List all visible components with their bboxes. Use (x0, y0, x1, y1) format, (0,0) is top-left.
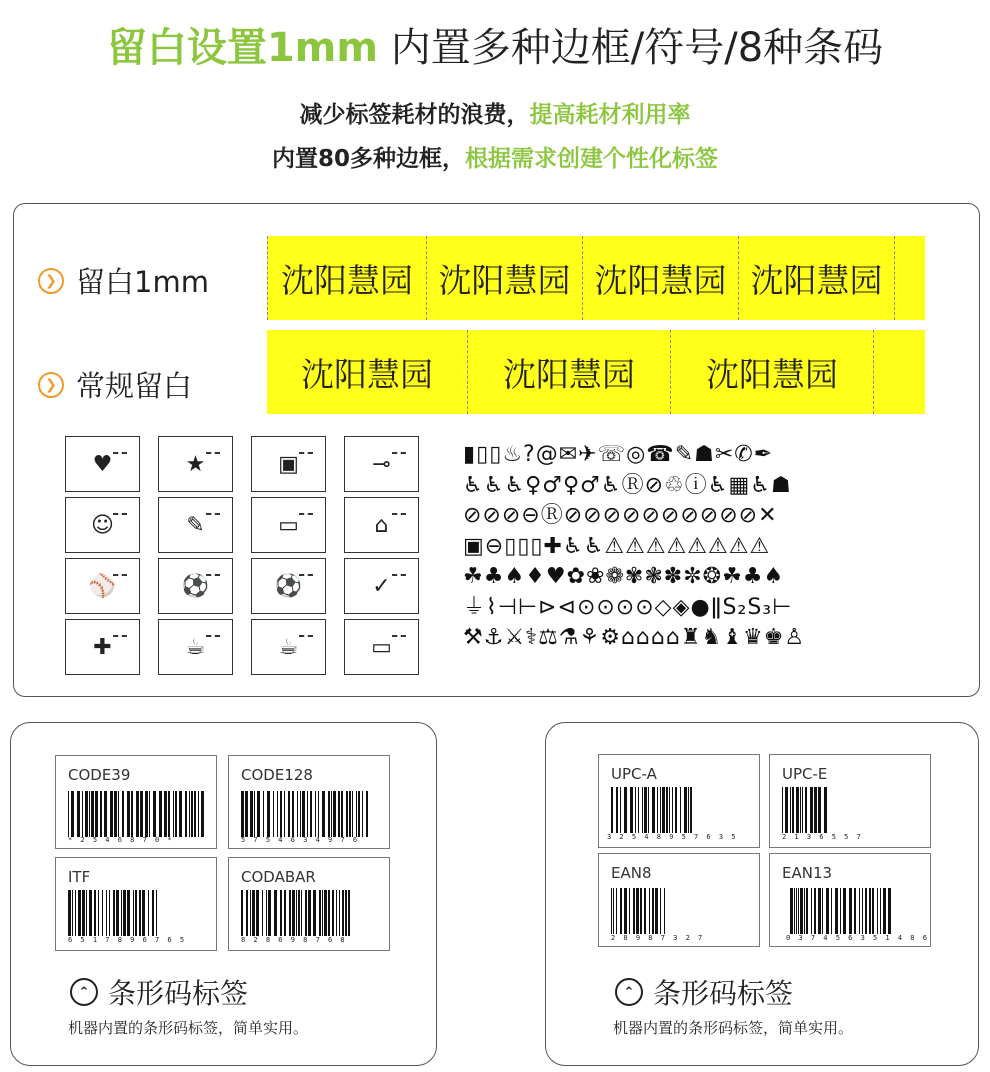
barcode-bar (662, 787, 665, 833)
barcode-bar (102, 890, 103, 936)
barcode-bar (149, 791, 150, 837)
barcode-bar (835, 888, 838, 934)
chevron-up-icon: ⌃ (615, 978, 643, 1006)
barcode-bar (616, 787, 618, 833)
barcode-bar (98, 890, 99, 936)
barcode-bar (274, 890, 277, 936)
barcode-bar (840, 888, 841, 934)
barcode-bar (336, 890, 337, 936)
barcode-bar (818, 888, 821, 934)
barcode-bar (644, 787, 647, 833)
barcode-bar (292, 890, 295, 936)
barcode-bar (175, 791, 177, 837)
barcode-bar (267, 791, 270, 837)
barcode-bar (785, 787, 788, 833)
barcode-bar (135, 890, 137, 936)
barcode-bar (635, 787, 636, 833)
barcode-bar (168, 791, 170, 837)
barcode-bars (611, 787, 697, 833)
barcode-bar (684, 787, 687, 833)
barcode-bar (652, 787, 655, 833)
barcode-bar (798, 888, 799, 934)
barcode-bar (322, 791, 325, 837)
barcode-card (55, 857, 217, 951)
barcode-digits: 2 8 9 8 7 3 2 7 (611, 934, 705, 942)
barcode-bar (252, 890, 255, 936)
barcode-card (228, 755, 390, 849)
barcode-digits: 8 2 8 6 9 8 7 6 8 (241, 936, 347, 944)
frame-bath-icon: ⌂ (344, 497, 419, 553)
barcode-bar (318, 791, 319, 837)
barcode-name: EAN13 (782, 864, 833, 882)
page-title (0, 16, 990, 73)
barcode-bar (280, 890, 282, 936)
barcode-bar (818, 787, 821, 833)
barcode-bar (201, 791, 204, 837)
barcode-bar (68, 890, 71, 936)
barcode-bar (880, 888, 881, 934)
barcode-bar (638, 787, 639, 833)
barcode-title-text: 条形码标签 (653, 977, 794, 1010)
barcode-bar (250, 890, 251, 936)
barcode-bar (257, 791, 260, 837)
barcode-bar (342, 890, 344, 936)
barcode-bar (95, 791, 98, 837)
barcode-bar (669, 787, 670, 833)
row2-label-text: 常规留白 (76, 369, 193, 403)
barcode-bar (245, 791, 248, 837)
frame-hockey-icon: ✓ (344, 558, 419, 614)
symbol-row: ♿♿♿♀♂♀♂♿Ⓡ⊘♲ⓘ♿▦♿☗ (463, 472, 792, 498)
barcode-bar (277, 791, 278, 837)
barcode-name: CODABAR (241, 868, 316, 886)
barcode-name: ITF (68, 868, 91, 886)
barcode-bar (672, 787, 673, 833)
barcode-bar (191, 791, 193, 837)
barcode-digits: 5 7 5 4 6 3 4 9 7 6 (241, 836, 360, 844)
barcode-bar (660, 787, 661, 833)
barcode-card (55, 755, 217, 849)
barcode-bar (806, 888, 808, 934)
barcode-bar (122, 791, 124, 837)
symbol-row: ⊘⊘⊘⊖Ⓡ⊘⊘⊘⊘⊘⊘⊘⊘⊘⊘✕ (463, 503, 778, 528)
barcode-bar (688, 787, 689, 833)
barcode-bars (241, 791, 371, 837)
barcode-bar (630, 787, 633, 833)
barcode-bar (256, 890, 259, 936)
chevron-right-icon: ❯ (38, 372, 64, 398)
barcode-bar (307, 791, 308, 837)
row-label-normal (38, 364, 192, 405)
barcode-bar (78, 890, 81, 936)
barcode-bar (106, 890, 107, 936)
frame-volleyball-icon: ⚽ (251, 558, 326, 614)
barcode-bar (91, 791, 94, 837)
barcode-bar (636, 888, 639, 934)
barcode-bar (811, 888, 812, 934)
barcode-bar (849, 888, 852, 934)
barcode-bar (289, 890, 291, 936)
barcode-bar (194, 791, 196, 837)
barcode-bar (156, 890, 157, 936)
barcode-bar (189, 791, 190, 837)
barcode-bar (164, 791, 167, 837)
barcode-name: UPC-E (782, 765, 828, 783)
barcode-bar (814, 787, 817, 833)
frame-bottle-icon: ✎ (158, 497, 233, 553)
row-label-1mm (38, 260, 209, 301)
barcode-bar (883, 888, 886, 934)
barcode-bar (633, 888, 635, 934)
barcode-bar (288, 791, 290, 837)
barcode-bar (100, 791, 102, 837)
barcode-bar (308, 890, 311, 936)
symbols-grid (463, 440, 933, 654)
label-cell: 沈阳慧园 (739, 236, 895, 320)
barcode-bar (72, 890, 73, 936)
barcode-bar (315, 791, 316, 837)
barcode-name: CODE128 (241, 766, 313, 784)
barcode-digits: 2 1 3 6 5 5 7 (782, 833, 863, 841)
frames-grid (65, 436, 419, 675)
barcode-bar (114, 791, 117, 837)
barcode-digits: 3 2 5 4 8 9 5 7 6 3 5 (607, 833, 738, 841)
barcode-bar (859, 888, 860, 934)
barcode-bar (332, 890, 334, 936)
frame-baby-icon: ☺ (65, 497, 140, 553)
barcode-bar (664, 888, 665, 934)
barcode-digits: 0 3 7 4 5 6 3 5 1 4 8 6 (786, 934, 929, 942)
barcode-bar (131, 791, 133, 837)
strip-1mm-margin (267, 236, 925, 320)
barcode-bar (284, 890, 286, 936)
barcode-bar (185, 791, 187, 837)
barcode-bar (324, 890, 327, 936)
barcode-bar (292, 791, 294, 837)
barcode-bar (348, 890, 350, 936)
barcode-card (598, 754, 760, 848)
barcode-bar (358, 791, 360, 837)
barcode-bar (872, 888, 874, 934)
barcode-bar (611, 787, 613, 833)
chevron-up-icon: ⌃ (70, 978, 98, 1006)
frame-stars-icon: ★ (158, 436, 233, 492)
barcode-bar (620, 787, 621, 833)
barcode-bar (145, 791, 148, 837)
barcode-bar (869, 888, 871, 934)
barcode-bar (297, 791, 298, 837)
barcode-bar (266, 890, 267, 936)
barcode-bar (296, 890, 297, 936)
barcode-bar (680, 787, 681, 833)
barcode-digits: * 2 5 4 6 8 7 0 * (68, 836, 174, 844)
barcode-bars (68, 890, 160, 936)
barcode-bar (346, 791, 348, 837)
subtitle-line-2 (0, 140, 990, 173)
barcode-bar (159, 791, 162, 837)
barcode-bars (782, 787, 830, 833)
subtitle-line-1 (0, 96, 990, 129)
barcode-bar (241, 791, 244, 837)
barcode-bar (280, 791, 282, 837)
barcode-bar (254, 791, 255, 837)
barcode-bar (273, 791, 274, 837)
barcode-bars (790, 888, 892, 934)
barcode-bar (690, 787, 692, 833)
barcode-desc-right: 机器内置的条形码标签，简单实用。 (613, 1019, 854, 1037)
barcode-bar (802, 787, 803, 833)
barcode-name: CODE39 (68, 766, 131, 784)
barcode-desc-left: 机器内置的条形码标签，简单实用。 (68, 1019, 309, 1037)
frame-tag-icon: ⊸ (344, 436, 419, 492)
barcode-bar (366, 791, 368, 837)
barcode-bar (89, 791, 90, 837)
frame-coffee-icon: ☕ (158, 619, 233, 675)
barcode-bar (800, 787, 801, 833)
subtitle-2-green: 根据需求创建个性化标签 (465, 146, 718, 172)
barcode-bar (620, 888, 622, 934)
barcode-bar (82, 791, 83, 837)
barcode-bar (616, 888, 617, 934)
barcode-bar (86, 890, 87, 936)
barcode-bar (657, 787, 658, 833)
subtitle-1-dark: 减少标签耗材的浪费， (299, 102, 530, 128)
barcode-bar (123, 890, 126, 936)
barcode-bar (805, 787, 807, 833)
barcode-bar (104, 791, 107, 837)
barcode-bar (305, 890, 307, 936)
barcode-bar (345, 890, 347, 936)
barcode-card (769, 853, 931, 947)
barcode-bar (644, 888, 646, 934)
barcode-bar (854, 888, 856, 934)
barcode-bar (127, 890, 130, 936)
label-cell: 沈阳慧园 (427, 236, 583, 320)
barcode-bar (339, 890, 340, 936)
barcode-bar (75, 890, 76, 936)
barcode-bar (322, 890, 323, 936)
barcode-bar (328, 890, 330, 936)
frame-camera-icon: ▣ (251, 436, 326, 492)
frame-briefcase-icon: ▭ (251, 497, 326, 553)
label-cell: 沈阳慧园 (671, 330, 874, 414)
barcode-bar (152, 890, 154, 936)
barcode-bar (624, 888, 627, 934)
barcode-bar (649, 888, 650, 934)
barcode-bar (804, 888, 805, 934)
barcode-title-left (70, 972, 248, 1012)
frame-cup-icon: ☕ (251, 619, 326, 675)
barcode-bar (198, 791, 199, 837)
symbol-row: ⏚⌇⊣⊢⊳⊲⊙⊙⊙⊙◇◈●ǁS₂S₃⊢ (463, 594, 793, 620)
title-green: 留白设置1mm (106, 25, 379, 71)
barcode-bar (810, 787, 813, 833)
barcode-bar (302, 791, 305, 837)
barcode-bar (148, 890, 149, 936)
barcode-bar (116, 890, 119, 936)
row1-label-text: 留白1mm (76, 265, 209, 299)
barcode-bar (153, 791, 156, 837)
barcode-bar (642, 787, 643, 833)
barcode-bar (118, 791, 119, 837)
barcode-bar (263, 791, 264, 837)
barcode-bar (640, 888, 642, 934)
barcode-bar (250, 791, 253, 837)
frame-basketball-icon: ⚾ (65, 558, 140, 614)
barcode-title-text: 条形码标签 (108, 977, 249, 1010)
barcode-bar (843, 888, 846, 934)
barcode-bar (94, 890, 96, 936)
barcode-bar (675, 787, 677, 833)
barcode-bar (85, 791, 88, 837)
barcode-bar (660, 888, 661, 934)
barcode-card (598, 853, 760, 947)
barcode-bar (284, 791, 285, 837)
barcode-bar (790, 787, 791, 833)
barcode-name: UPC-A (611, 765, 657, 783)
barcode-bar (313, 890, 316, 936)
barcode-bar (862, 888, 863, 934)
barcode-bar (140, 791, 143, 837)
barcode-bar (796, 888, 797, 934)
symbol-row: ▮▯▯♨?@✉✈☏◎☎✎☗✂✆✒ (463, 442, 774, 467)
barcode-bar (246, 890, 248, 936)
barcode-bar (300, 791, 301, 837)
barcode-bar (782, 787, 783, 833)
barcode-bars (68, 791, 204, 837)
subtitle-2-dark: 内置80多种边框， (271, 146, 465, 172)
barcode-bar (173, 791, 174, 837)
barcode-title-right (615, 972, 793, 1012)
barcode-bar (139, 890, 141, 936)
barcode-bar (68, 791, 69, 837)
barcode-bar (82, 890, 85, 936)
barcode-bar (268, 890, 271, 936)
barcode-bar (629, 888, 630, 934)
barcode-bar (352, 791, 353, 837)
barcode-bars (241, 890, 351, 936)
barcode-bar (121, 890, 122, 936)
barcode-bar (655, 888, 658, 934)
barcode-bar (310, 791, 312, 837)
barcode-bar (826, 888, 829, 934)
barcode-bar (822, 888, 823, 934)
subtitle-1-green: 提高耗材利用率 (529, 102, 691, 128)
barcode-bar (362, 791, 363, 837)
frame-hearts-icon: ♥ (65, 436, 140, 492)
barcode-bar (349, 791, 351, 837)
barcode-bar (790, 888, 793, 934)
barcode-bar (109, 890, 110, 936)
label-cell: 沈阳慧园 (583, 236, 739, 320)
barcode-bar (179, 791, 182, 837)
barcode-bar (142, 890, 145, 936)
label-cell: 沈阳慧园 (468, 330, 671, 414)
strip-normal-margin (267, 330, 925, 414)
barcode-bar (877, 888, 878, 934)
barcode-bar (800, 888, 803, 934)
barcode-digits: 6 5 1 7 8 9 6 7 6 5 (68, 936, 187, 944)
chevron-right-icon: ❯ (38, 268, 64, 294)
barcode-bar (796, 787, 799, 833)
barcode-bar (262, 890, 263, 936)
symbol-row: ▣⊖▯▯▯✚♿♿⚠⚠⚠⚠⚠⚠⚠⚠ (463, 533, 771, 559)
barcode-bar (328, 791, 330, 837)
barcode-bar (666, 787, 668, 833)
barcode-bar (298, 890, 300, 936)
barcode-bar (333, 791, 336, 837)
barcode-bar (794, 888, 795, 934)
barcode-bar (301, 890, 302, 936)
barcode-name: EAN8 (611, 864, 652, 882)
barcode-bar (652, 888, 654, 934)
barcode-bar (113, 890, 115, 936)
symbol-row: ⚒⚓⚔⚕⚖⚗⚘⚙⌂⌂⌂⌂♜♞♝♛♚♙ (463, 625, 806, 650)
barcode-bar (77, 791, 80, 837)
barcode-bar (888, 888, 891, 934)
barcode-bar (89, 890, 92, 936)
frame-pin-icon: ✚ (65, 619, 140, 675)
barcode-bar (831, 888, 832, 934)
title-dark: 内置多种边框/符号/8种条码 (378, 25, 884, 71)
barcode-bar (127, 791, 130, 837)
barcode-bar (338, 791, 340, 837)
barcode-bar (133, 890, 134, 936)
barcode-bar (648, 787, 649, 833)
symbol-row: ☘♣♠♦♥✿❀❁✾❃✽✼❂☘♣♠ (463, 564, 785, 589)
barcode-bar (624, 787, 627, 833)
label-cell: 沈阳慧园 (267, 330, 468, 414)
barcode-bars (611, 888, 667, 934)
label-cell: 沈阳慧园 (267, 236, 427, 320)
barcode-bar (71, 791, 74, 837)
barcode-bar (110, 791, 113, 837)
barcode-bar (792, 787, 794, 833)
barcode-card (228, 857, 390, 951)
barcode-bar (341, 791, 343, 837)
barcode-bar (865, 888, 867, 934)
barcode-bar (814, 888, 816, 934)
barcode-bar (331, 791, 332, 837)
barcode-bar (356, 791, 357, 837)
barcode-bar (319, 890, 321, 936)
barcode-bar (613, 888, 614, 934)
barcode-bar (611, 888, 612, 934)
barcode-bar (824, 787, 827, 833)
frame-soccer-icon: ⚽ (158, 558, 233, 614)
barcode-bar (136, 791, 139, 837)
frame-tv-icon: ▭ (344, 619, 419, 675)
barcode-bar (241, 890, 243, 936)
barcode-card (769, 754, 931, 848)
